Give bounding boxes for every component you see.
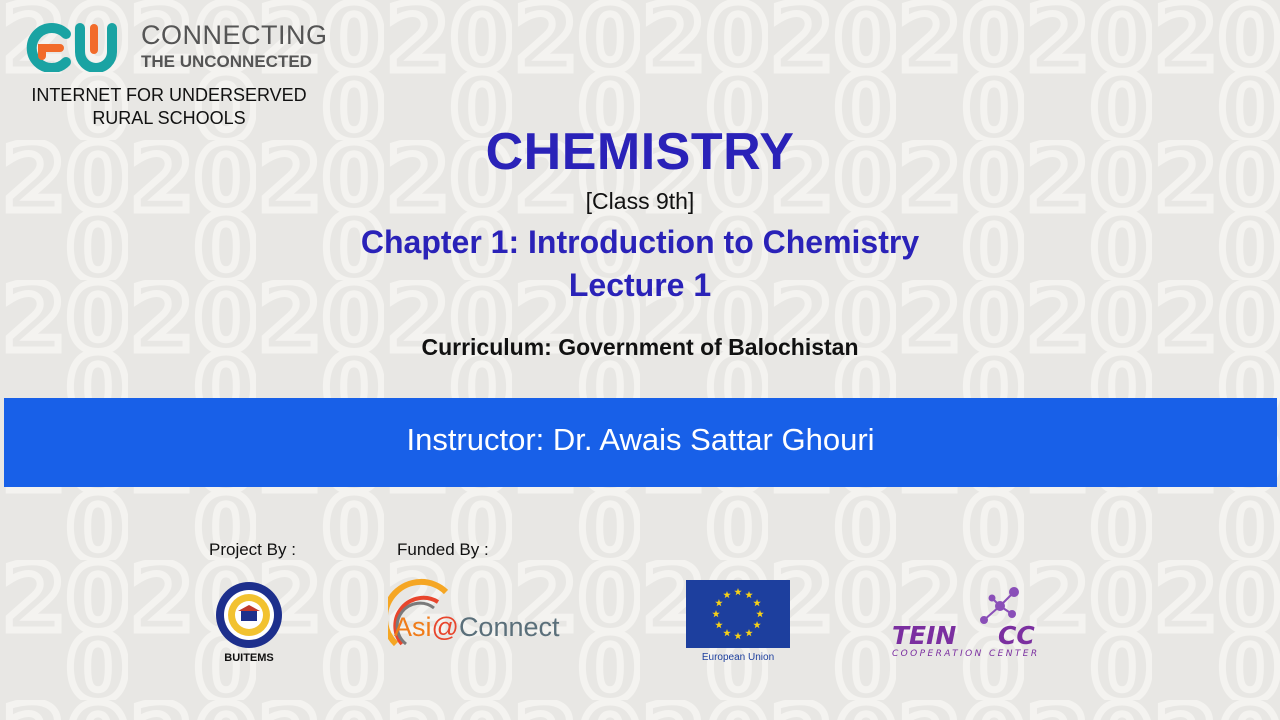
buitems-text: BUITEMS — [224, 652, 274, 664]
eu-flag-icon — [686, 580, 792, 664]
instructor-label: Instructor: Dr. Awais Sattar Ghouri — [406, 422, 875, 457]
asia-text-prefix: Asi — [394, 612, 432, 642]
svg-text:Asi@Connect — [394, 612, 560, 642]
asia-connect-logo-icon — [388, 578, 598, 648]
tein-text: TEIN — [892, 621, 957, 650]
chapter-title: Chapter 1: Introduction to Chemistry — [360, 224, 920, 260]
cu-logo-icon — [22, 22, 124, 72]
tagline-line-1: INTERNET FOR UNDERSERVED — [31, 85, 307, 105]
lecture-title: Lecture 1 — [568, 267, 712, 303]
tein-cc-logo-icon — [888, 584, 1058, 662]
curriculum-label: Curriculum: Government of Balochistan — [421, 334, 859, 360]
eu-text: European Union — [701, 652, 775, 663]
subject-title: CHEMISTRY — [485, 123, 795, 181]
funded-by-label: Funded By : — [397, 540, 489, 559]
instructor-band — [4, 398, 1277, 487]
asia-text-at: @ — [431, 612, 459, 642]
tein-sub-text: COOPERATION CENTER — [892, 649, 1040, 659]
brand-line-1: CONNECTING — [141, 20, 328, 50]
class-label: [Class 9th] — [585, 188, 695, 214]
project-by-label: Project By : — [209, 540, 296, 559]
buitems-logo-icon — [210, 581, 288, 665]
tein-cc-text: CC — [998, 621, 1035, 650]
brand-line-2: THE UNCONNECTED — [141, 52, 312, 71]
tagline-line-2: RURAL SCHOOLS — [92, 108, 246, 128]
asia-text-suffix: Connect — [458, 612, 560, 642]
